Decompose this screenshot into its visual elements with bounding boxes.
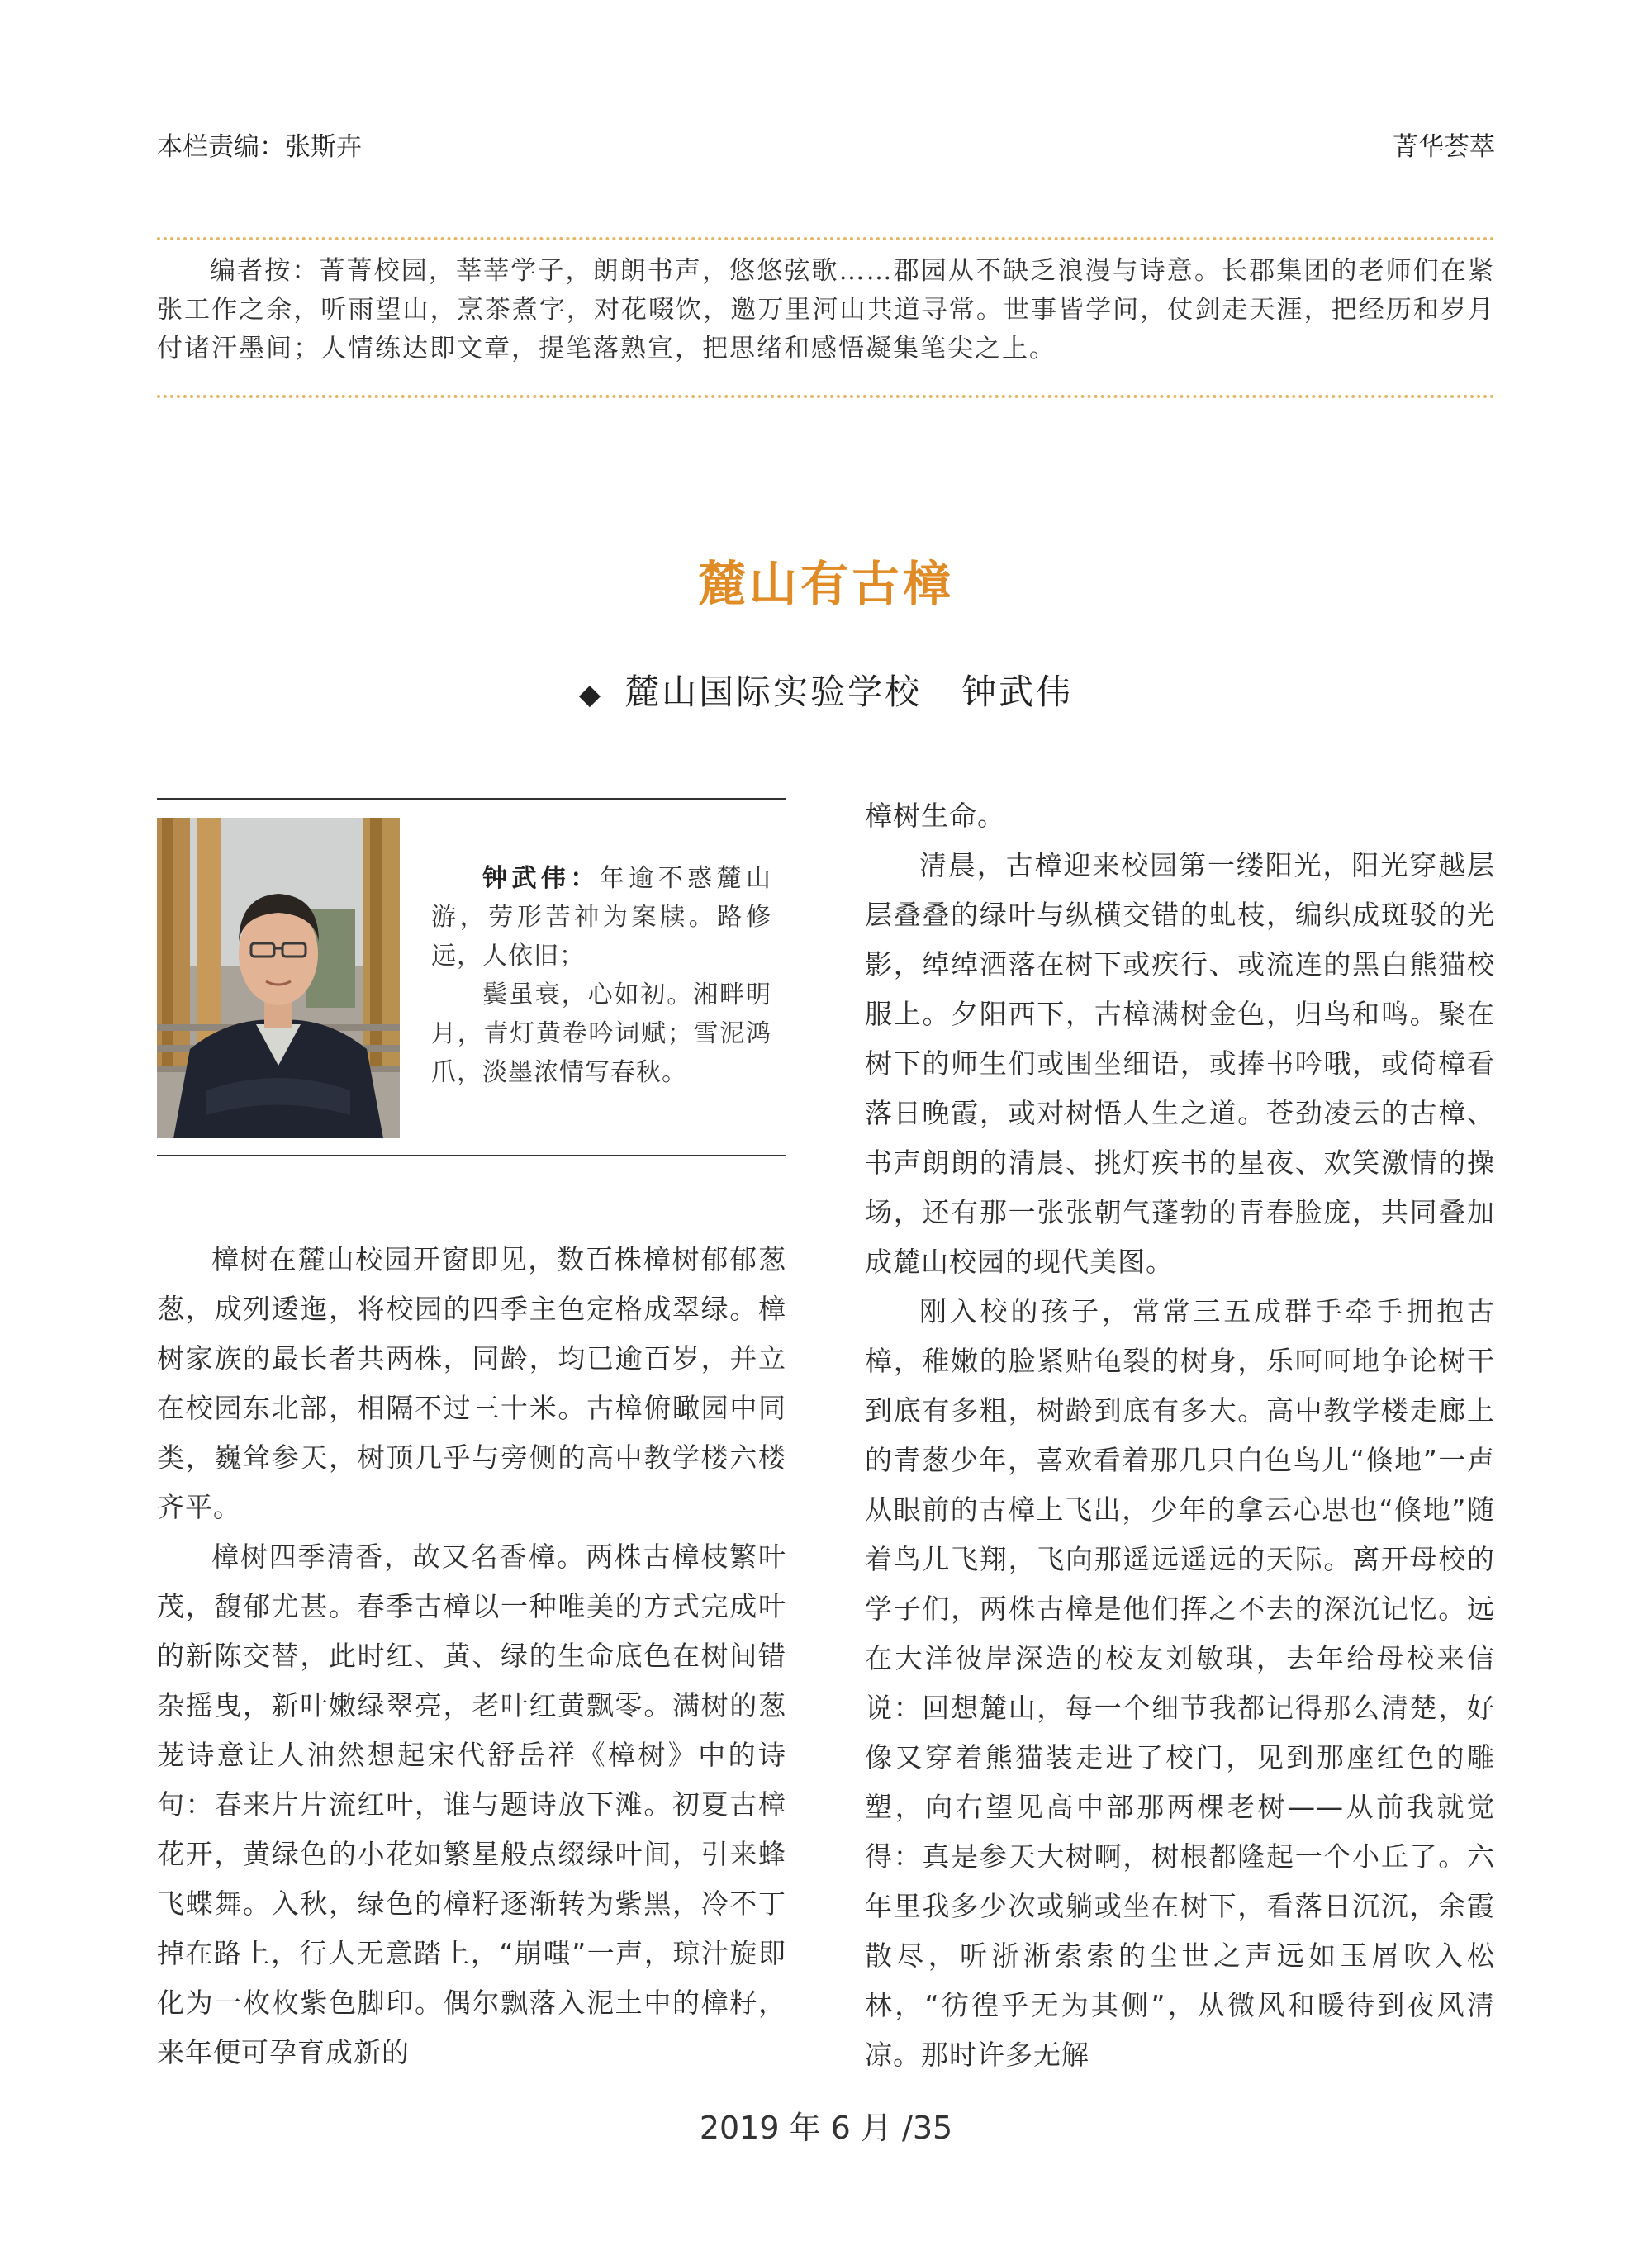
byline — [0, 665, 1652, 715]
author-photo — [157, 818, 400, 1138]
article-title: 麓山有古樟 — [697, 556, 954, 612]
body-paragraph: 清晨，古樟迎来校园第一缕阳光，阳光穿越层层叠叠的绿叶与纵横交错的虬枝，编织成斑驳的光影，绰绰洒落在树下或疾行、或流连的黑白熊猫校服上。夕阳西下，古樟满树金色，归鸟和鸣。聚在树下的师生们或围坐细语，或捧书吟哦，或倚樟看落日晚霞，或对树悟人生之道。苍劲凌云的古樟、书声朗朗的清晨、挑灯疾书的星夜、欢笑激情的操场，还有那一张张朝气蓬勃的青春脸庞，共同叠加成麓山校园的现代美图。 — [865, 849, 1495, 1278]
byline-school: 麓山国际实验学校 — [624, 672, 923, 712]
diamond-icon: ◆ — [578, 678, 604, 711]
bio-bottom-rule — [157, 1155, 786, 1156]
body-paragraph: 刚入校的孩子，常常三五成群手牵手拥抱古樟，稚嫩的脸紧贴龟裂的树身，乐呵呵地争论树干到底有多粗，树龄到底有多大。高中教学楼走廊上的青葱少年，喜欢看着那几只白色鸟儿“倏地”一声从眼前的古樟上飞出，少年的拿云心思也“倏地”随着鸟儿飞翔，飞向那遥远遥远的天际。离开母校的学子们，两株古樟是他们挥之不去的深沉记忆。远在大洋彼岸深造的校友刘敏琪，去年给母校来信说：回想麓山，每一个细节我都记得那么清楚，好像又穿着熊猫装走进了校门，见到那座红色的雕塑，向右望见高中部那两棵老树——从前我就觉得：真是参天大树啊，树根都隆起一个小丘了。六年里我多少次或躺或坐在树下，看落日沉沉，余霞散尽，听浙淅索索的尘世之声远如玉屑吹入松林，“彷徨乎无为其侧”，从微风和暖待到夜风清凉。那时许多无解 — [865, 1295, 1495, 2071]
bio-paragraph-2: 鬓虽衰，心如初。湘畔明月，青灯黄卷吟词赋；雪泥鸿爪，淡墨浓情写春秋。 — [431, 980, 771, 1087]
bio-line-1: 年逾不惑麓山游，劳形苦神为案牍。路修远，人依旧； — [431, 864, 772, 971]
author-bio — [431, 859, 771, 1092]
body-right-column — [865, 791, 1495, 2080]
bio-paragraph-1 — [431, 859, 771, 976]
page-footer: 2019 年 6 月 /35 — [699, 2110, 953, 2146]
note-top-divider — [157, 237, 1495, 240]
column-name: 菁华荟萃 — [1393, 132, 1495, 162]
byline-author: 钟武伟 — [961, 672, 1074, 712]
body-paragraph: 樟树在麓山校园开窗即见，数百株樟树郁郁葱葱，成列逶迤，将校园的四季主色定格成翠绿。樟树家族的最长者共两株，同龄，均已逾百岁，并立在校园东北部，相隔不过三十米。古樟俯瞰园中同类，巍耸参天，树顶几乎与旁侧的高中教学楼六楼齐平。 — [157, 1243, 786, 1523]
bio-top-rule — [157, 798, 786, 800]
body-paragraph: 樟树生命。 — [865, 800, 1005, 832]
column-editor: 本栏责编：张斯卉 — [157, 132, 362, 162]
body-left-column — [157, 1235, 786, 2077]
body-paragraph: 樟树四季清香，故又名香樟。两株古樟枝繁叶茂，馥郁尤甚。春季古樟以一种唯美的方式完成叶的新陈交替，此时红、黄、绿的生命底色在树间错杂摇曳，新叶嫩绿翠亮，老叶红黄飘零。满树的葱茏诗意让人油然想起宋代舒岳祥《樟树》中的诗句：春来片片流红叶，谁与题诗放下滩。初夏古樟花开，黄绿色的小花如繁星般点缀绿叶间，引来蜂飞蝶舞。入秋，绿色的樟籽逐渐转为紫黑，冷不丁掉在路上，行人无意踏上，“崩嗤”一声，琼汁旋即化为一枚枚紫色脚印。偶尔飘落入泥土中的樟籽，来年便可孕育成新的 — [157, 1541, 786, 2068]
bio-name: 钟武伟： — [482, 864, 600, 893]
editor-note: 编者按：菁菁校园，莘莘学子，朗朗书声，悠悠弦歌……郡园从不缺乏浪漫与诗意。长郡集团的老师们在紧张工作之余，听雨望山，烹茶煮字，对花啜饮，邀万里河山共道寻常。世事皆学问，仗剑走天涯，把经历和岁月付诸汗墨间；人情练达即文章，提笔落熟宣，把思绪和感悟凝集笔尖之上。 — [157, 256, 1495, 363]
note-bottom-divider — [157, 395, 1495, 398]
